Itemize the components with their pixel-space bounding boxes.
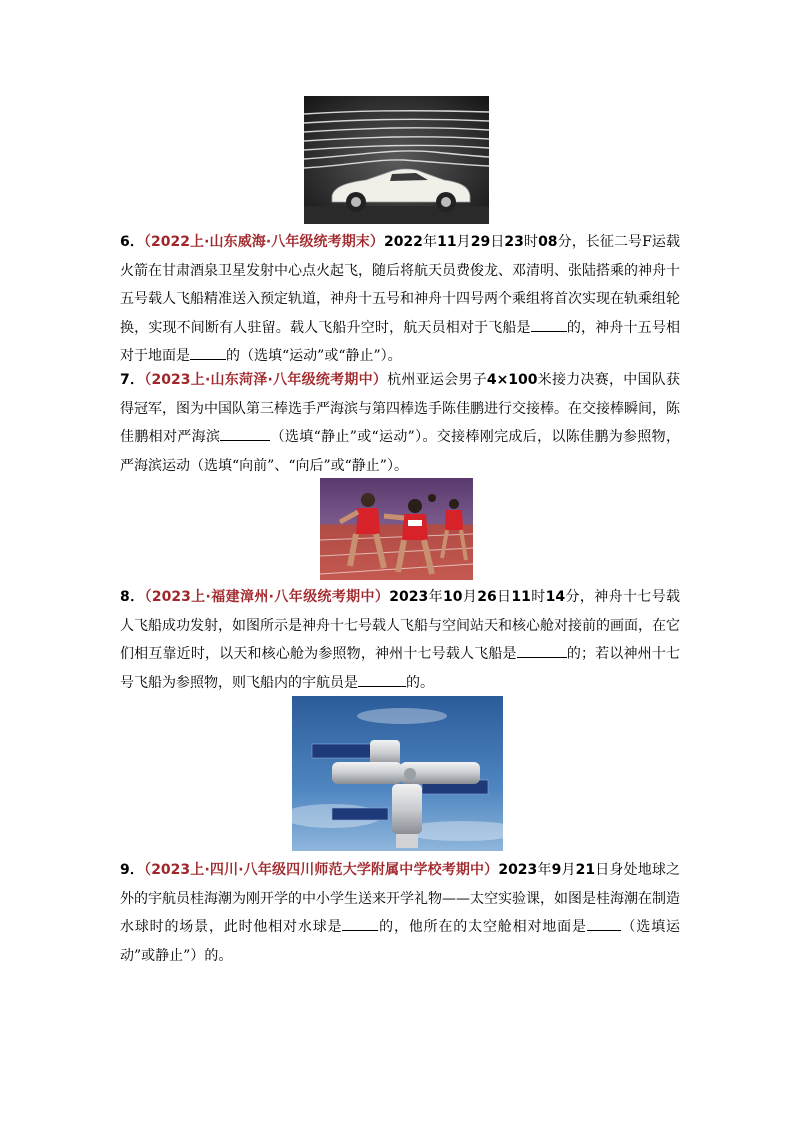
question-8 [120,583,680,697]
question-text: 杭州亚运会男子 [387,372,487,388]
question-text: 分，神舟十七号载人飞船成功发射，如图所示是神舟十七号载人飞船与空间站天和核心舱对接前的画面，在它们相互靠近时，以天和核心舱为参照物，神州十七号载人飞船是 [120,589,681,662]
question-text: （选填“静止”或“运动”）。交接棒刚完成后，以陈佳鹏为参照物，严海滨运动（选填“向前”、“向后”或“静止”）。 [120,429,680,474]
question-source: （2022上·山东威海·八年级统考期末） [143,234,384,250]
time-hour: 11 [511,589,531,605]
relay-distance: 4×100 [486,372,538,388]
text: 时 [523,234,539,250]
question-7 [120,366,680,480]
date-day: 26 [477,589,497,605]
text: 年 [537,862,552,878]
text: 年 [422,234,438,250]
question-text: 的；若以神州十七号飞船为参照物，则飞船内的宇航员是 [120,646,681,691]
answer-blank[interactable] [220,426,270,441]
date-day: 29 [470,234,491,250]
text: 日 [490,234,505,250]
answer-blank[interactable] [190,345,226,360]
question-source: （2023上·福建漳州·八年级统考期中） [144,589,390,605]
text: 年 [428,589,443,605]
question-source: （2023上·山东菏泽·八年级统考期中） [144,372,388,388]
question-number: 7． [120,372,145,388]
date-year: 2023 [498,862,538,878]
question-text: 日身处地球之外的宇航员桂海潮为刚开学的中小学生送来开学礼物——太空实验课，如图是桂海潮在制造水球时的场景，此时他相对水球是 [120,862,681,935]
date-year: 2023 [389,589,429,605]
date-year: 2022 [383,234,423,250]
question-text: 分，长征二号F运载火箭在甘肃酒泉卫星发射中心点火起飞，随后将航天员费俊龙、邓清明、张陆搭乘的神舟十五号载人飞船精准送入预定轨道，神舟十五号和神舟十四号两个乘组将首次实现在轨乘组轮换，实现不间断有人驻留。载人飞船升空时，航天员相对于飞船是 [120,234,681,336]
date-month: 10 [442,589,463,605]
time-minute: 14 [545,589,566,605]
time-hour: 23 [504,234,524,250]
question-text: （选填运动”或静止”）的。 [120,919,681,964]
answer-blank[interactable] [358,672,406,687]
text: 月 [462,589,478,605]
relay-runners-image [320,478,473,580]
question-text: 的，他所在的太空舱相对地面是 [378,919,587,935]
date-month: 11 [437,234,457,250]
question-6 [120,228,680,371]
question-text: 的（选填“运动”或“静止”）。 [226,348,402,364]
answer-blank[interactable] [342,916,378,931]
question-source: （2023上·四川·八年级四川师范大学附属中学校考期中） [144,862,499,878]
question-number: 8． [120,589,145,605]
date-day: 21 [575,862,596,878]
text: 日 [496,589,512,605]
question-number: 6． [120,234,144,250]
answer-blank[interactable] [587,916,621,931]
text: 月 [561,862,576,878]
space-station-image [292,696,503,851]
text: 时 [530,589,546,605]
text: 月 [456,234,471,250]
question-9 [120,856,680,970]
question-text: 的，神舟十五号相对于地面是 [120,319,681,364]
answer-blank[interactable] [517,643,567,658]
wind-tunnel-car-image [304,96,489,224]
time-minute: 08 [538,234,558,250]
date-month: 9 [551,862,562,878]
question-number: 9． [120,862,145,878]
question-text: 米接力决赛，中国队获得冠军，图为中国队第三棒选手严海滨与第四棒选手陈佳鹏进行交接棒。在交接棒瞬间，陈佳鹏相对严海滨 [120,372,681,445]
answer-blank[interactable] [531,317,567,332]
question-text: 的。 [406,674,434,691]
